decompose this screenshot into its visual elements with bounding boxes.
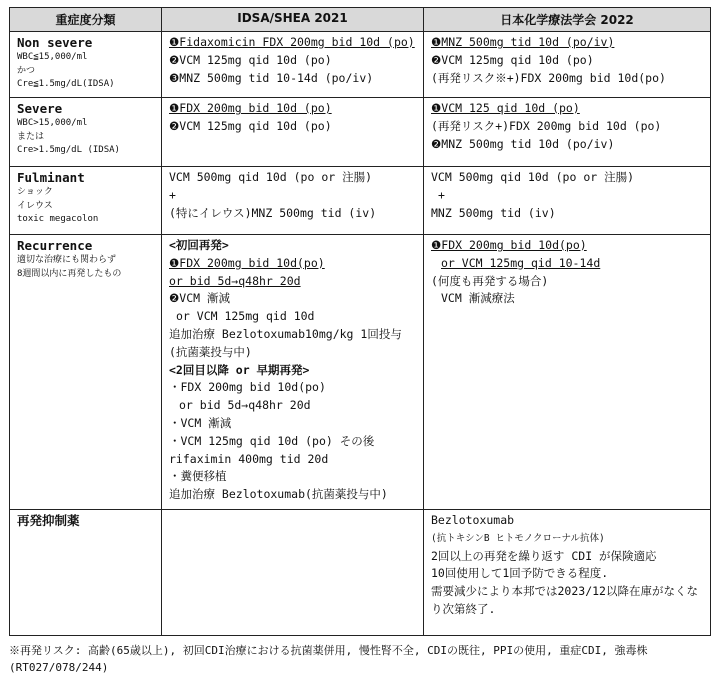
regimen-line: ❶VCM 125 qid 10d (po) bbox=[431, 101, 580, 115]
drug-description: (抗トキシンB ヒトモノクローナル抗体) bbox=[431, 532, 605, 544]
criteria-line: Cre>1.5mg/dL (IDSA) bbox=[17, 145, 120, 155]
regimen-line: (抗菌薬投与中) bbox=[169, 344, 252, 359]
regimen-line: 追加治療 Bezlotoxumab(抗菌薬投与中) bbox=[169, 487, 388, 502]
regimen-line: (再発リスク+)FDX 200mg bid 10d (po) bbox=[431, 118, 662, 133]
section-heading: <2回目以降 or 早期再発> bbox=[169, 362, 310, 377]
regimen-line: ❷MNZ 500mg tid 10d (po/iv) bbox=[431, 136, 615, 151]
cell-jsc bbox=[424, 32, 711, 98]
regimen-line: (特にイレウス)MNZ 500mg tid (iv) bbox=[169, 205, 377, 220]
regimen-line: (再発リスク※+)FDX 200mg bid 10d(po) bbox=[431, 70, 666, 85]
regimen-line: ❷VCM 125mg qid 10d (po) bbox=[169, 52, 332, 67]
regimen-line: ❶MNZ 500mg tid 10d (po/iv) bbox=[431, 35, 615, 49]
criteria-line: かつ bbox=[17, 65, 36, 76]
criteria-line: ショック bbox=[17, 187, 53, 197]
category-name: Fulminant bbox=[17, 170, 85, 185]
category-name: Recurrence bbox=[17, 238, 93, 253]
regimen-line: + bbox=[438, 187, 445, 202]
category-name: Non severe bbox=[17, 35, 93, 50]
row-nonsevere bbox=[10, 32, 711, 98]
regimen-line: + bbox=[169, 187, 176, 202]
regimen-line: ❶Fidaxomicin FDX 200mg bid 10d (po) bbox=[169, 35, 415, 49]
cell-category bbox=[10, 167, 162, 235]
note-line: 2回以上の再発を繰り返す CDI が保険適応 bbox=[431, 548, 657, 563]
header-row bbox=[10, 8, 711, 32]
cell-category bbox=[10, 32, 162, 98]
treatment-table bbox=[9, 7, 711, 636]
regimen-line: ・VCM 125mg qid 10d (po) その後 bbox=[169, 433, 375, 448]
row-severe bbox=[10, 98, 711, 167]
cell-category bbox=[10, 510, 162, 636]
regimen-line: or bid 5d→q48hr 20d bbox=[179, 398, 311, 413]
drug-name: Bezlotoxumab bbox=[431, 513, 515, 527]
cell-idsa bbox=[162, 167, 424, 235]
cell-jsc bbox=[424, 235, 711, 510]
criteria-line: toxic megacolon bbox=[17, 214, 99, 224]
criteria-line: 適切な治療にも関わらず bbox=[17, 255, 117, 265]
cell-jsc bbox=[424, 98, 711, 167]
note-line: 需要減少により本邦では2023/12以降在庫がなくなり次第終了. bbox=[431, 584, 698, 616]
criteria-line: または bbox=[17, 131, 45, 142]
regimen-line: or VCM 125mg qid 10-14d bbox=[441, 255, 601, 270]
header-idsa: IDSA/SHEA 2021 bbox=[162, 8, 424, 32]
regimen-line: ・FDX 200mg bid 10d(po) bbox=[169, 380, 326, 395]
cell-idsa bbox=[162, 510, 424, 636]
row-suppress bbox=[10, 510, 711, 636]
cell-jsc bbox=[424, 510, 711, 636]
criteria-line: 8週間以内に再発したもの bbox=[17, 268, 122, 279]
regimen-line: (何度も再発する場合) bbox=[431, 273, 549, 288]
row-recurrence bbox=[10, 235, 711, 510]
criteria-line: WBC≦15,000/ml bbox=[17, 52, 88, 62]
regimen-line: ❷VCM 125mg qid 10d (po) bbox=[431, 52, 594, 67]
regimen-line: ❶FDX 200mg bid 10d(po) bbox=[431, 238, 587, 252]
regimen-line: ❷VCM 125mg qid 10d (po) bbox=[169, 118, 332, 133]
regimen-line: or bid 5d→q48hr 20d bbox=[169, 273, 301, 288]
regimen-line: 追加治療 Bezlotoxumab10mg/kg 1回投与 bbox=[169, 326, 402, 341]
cell-idsa bbox=[162, 235, 424, 510]
header-severity: 重症度分類 bbox=[10, 8, 162, 32]
regimen-line: VCM 500mg qid 10d (po or 注腸) bbox=[431, 170, 635, 184]
regimen-line: ・VCM 漸減 bbox=[169, 415, 232, 430]
category-name: 再発抑制薬 bbox=[17, 513, 80, 528]
cell-category bbox=[10, 235, 162, 510]
cell-idsa bbox=[162, 98, 424, 167]
criteria-line: イレウス bbox=[17, 200, 53, 211]
cell-category bbox=[10, 98, 162, 167]
regimen-line: ❶FDX 200mg bid 10d(po) bbox=[169, 255, 325, 270]
note-line: 10回使用して1回予防できる程度. bbox=[431, 566, 609, 581]
regimen-line: ・糞便移植 bbox=[169, 469, 227, 484]
cell-idsa bbox=[162, 32, 424, 98]
criteria-line: WBC>15,000/ml bbox=[17, 118, 88, 128]
category-name: Severe bbox=[17, 101, 63, 116]
section-heading: <初回再発> bbox=[169, 238, 229, 252]
footnote: ※再発リスク: 高齢(65歳以上), 初回CDI治療における抗菌薬併用, 慢性腎不全, CDIの既往, PPIの使用, 重症CDI, 強毒株(RT027/078/244) bbox=[9, 644, 648, 674]
regimen-line: ❶FDX 200mg bid 10d (po) bbox=[169, 101, 332, 115]
regimen-line: MNZ 500mg tid (iv) bbox=[431, 205, 556, 220]
regimen-line: or VCM 125mg qid 10d bbox=[176, 309, 315, 324]
header-jsc: 日本化学療法学会 2022 bbox=[424, 8, 711, 32]
criteria-line: Cre≦1.5mg/dL(IDSA) bbox=[17, 79, 115, 89]
regimen-line: VCM 500mg qid 10d (po or 注腸) bbox=[169, 170, 373, 184]
row-fulminant bbox=[10, 167, 711, 235]
regimen-line: rifaximin 400mg tid 20d bbox=[169, 451, 329, 466]
regimen-line: VCM 漸減療法 bbox=[441, 291, 515, 306]
regimen-line: ❸MNZ 500mg tid 10-14d (po/iv) bbox=[169, 70, 374, 85]
regimen-line: ❷VCM 漸減 bbox=[169, 291, 231, 306]
cell-jsc bbox=[424, 167, 711, 235]
